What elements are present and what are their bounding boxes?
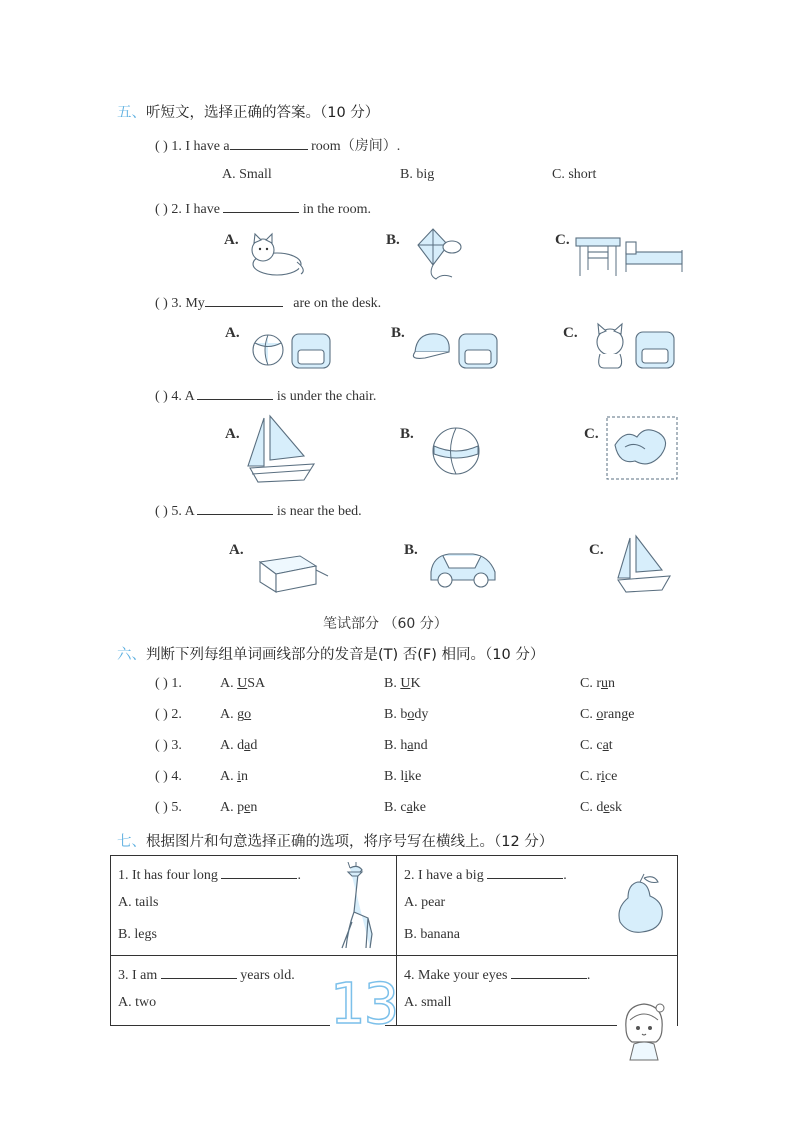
question-text: are on the desk.	[293, 296, 382, 311]
question-number: 2.	[171, 707, 182, 722]
option-text: A. d	[220, 738, 245, 753]
answer-paren[interactable]: ( )	[155, 800, 168, 815]
girl-mascot-image	[620, 998, 670, 1062]
map-image	[605, 415, 679, 481]
option-b: B. banana	[404, 927, 460, 942]
option-text: n	[250, 800, 258, 815]
option-c	[580, 676, 615, 692]
option-text: SA	[247, 676, 266, 691]
option-text: B.	[384, 676, 401, 691]
question-text: I have a	[185, 139, 230, 154]
answer-paren[interactable]: ( )	[155, 504, 168, 519]
underlined-letter: o	[244, 707, 252, 722]
option-a-label: A.	[225, 426, 240, 442]
option-a-label: A.	[225, 325, 240, 341]
answer-paren[interactable]: ( )	[155, 296, 168, 311]
option-text: C. c	[580, 738, 603, 753]
answer-paren[interactable]: ( )	[155, 389, 168, 404]
option-a	[220, 800, 257, 816]
option-text: C. r	[580, 769, 601, 784]
option-text: B. h	[384, 738, 408, 753]
box-image	[256, 548, 330, 594]
s5-q2	[155, 198, 371, 218]
option-c	[580, 800, 622, 816]
question-text: My	[185, 296, 205, 311]
answer-paren[interactable]: ( )	[155, 707, 168, 722]
option-b-label: B.	[404, 542, 418, 558]
option-text: range	[603, 707, 635, 722]
page-number: 13	[330, 972, 398, 1037]
answer-blank[interactable]	[197, 385, 273, 400]
option-text: B. l	[384, 769, 405, 784]
table-border	[385, 1025, 617, 1026]
option-text: dy	[414, 707, 429, 722]
car-image	[427, 544, 499, 590]
cat-and-schoolbag-image	[590, 322, 680, 372]
option-b	[384, 800, 426, 816]
s5-q5	[155, 500, 362, 520]
question-number: 5.	[171, 800, 182, 815]
option-text: A. p	[220, 800, 245, 815]
question-number: 1.	[171, 676, 182, 691]
question-number: 5.	[171, 504, 182, 519]
answer-blank[interactable]	[511, 964, 587, 979]
section-5-heading: 听短文，选择正确的答案。（10 分）	[146, 105, 380, 121]
option-text: n	[608, 676, 615, 691]
option-c-label: C.	[589, 542, 604, 558]
section-7-heading: 根据图片和句意选择正确的选项，将序号写在横线上。（12 分）	[146, 834, 554, 850]
question-prefix	[155, 707, 182, 723]
underlined-letter: a	[244, 738, 251, 753]
underlined-letter: u	[601, 676, 608, 691]
option-c-label: C.	[584, 426, 599, 442]
question-prefix	[155, 738, 182, 754]
option-b	[384, 676, 421, 692]
option-b-label: B.	[400, 426, 414, 442]
option-a-label: A.	[229, 542, 244, 558]
table-border	[110, 955, 111, 1026]
question-text: 1. It has four long	[118, 868, 218, 883]
question-text: room（房间）.	[311, 139, 401, 154]
ball-and-schoolbag-image	[250, 326, 334, 370]
answer-blank[interactable]	[230, 135, 308, 150]
section-7-number: 七、	[117, 834, 146, 850]
section-5-title	[117, 101, 379, 122]
s5-q1	[155, 135, 400, 155]
giraffe-image	[332, 862, 382, 950]
section-6-heading: 判断下列每组单词画线部分的发音是(T) 否(F) 相同。（10 分）	[146, 647, 545, 663]
option-a	[220, 738, 257, 754]
option-text: ke	[412, 800, 426, 815]
answer-blank[interactable]	[487, 864, 563, 879]
option-text: A.	[220, 769, 238, 784]
option-b	[384, 707, 428, 723]
underlined-letter: i	[237, 769, 242, 784]
question-text: 4. Make your eyes	[404, 968, 508, 983]
question-text: A	[184, 504, 194, 519]
option-a: A. tails	[118, 895, 159, 910]
option-a: A. small	[404, 995, 452, 1010]
option-c	[580, 738, 613, 754]
question-text: is near the bed.	[276, 504, 362, 519]
desk-and-bed-image	[574, 232, 686, 278]
s7-q3	[118, 964, 295, 984]
option-b: B. big	[400, 167, 435, 182]
underlined-letter: o	[596, 707, 604, 722]
underlined-letter: a	[407, 738, 414, 753]
question-prefix	[155, 769, 182, 785]
answer-paren[interactable]: ( )	[155, 738, 168, 753]
answer-paren[interactable]: ( )	[155, 676, 168, 691]
s5-q4	[155, 385, 376, 405]
s5-q3	[155, 292, 381, 312]
cat-image	[247, 232, 309, 278]
option-text: n	[241, 769, 249, 784]
answer-blank[interactable]	[223, 198, 299, 213]
option-a	[220, 769, 248, 785]
option-c-label: C.	[563, 325, 578, 341]
underlined-letter: i	[601, 769, 605, 784]
option-c: C. short	[552, 167, 597, 182]
option-text: d	[250, 738, 258, 753]
question-number: 2.	[171, 202, 182, 217]
option-text: ce	[604, 769, 618, 784]
section-6-title	[117, 643, 544, 664]
answer-blank[interactable]	[197, 500, 273, 515]
option-b	[384, 738, 428, 754]
option-text: A.	[220, 676, 238, 691]
boat-image	[614, 534, 674, 596]
option-text: C. r	[580, 676, 601, 691]
option-text: B. c	[384, 800, 407, 815]
question-prefix	[155, 800, 182, 816]
section-6-number: 六、	[117, 647, 146, 663]
question-number: 4.	[171, 769, 182, 784]
kite-image	[408, 225, 466, 281]
question-prefix	[155, 676, 182, 692]
option-text: C. d	[580, 800, 604, 815]
question-text: A	[184, 389, 194, 404]
table-border	[677, 955, 678, 1026]
option-b-label: B.	[391, 325, 405, 341]
underlined-letter: a	[406, 800, 413, 815]
underlined-letter: i	[404, 769, 409, 784]
underlined-letter: e	[603, 800, 610, 815]
option-text: t	[608, 738, 613, 753]
option-text: ke	[408, 769, 422, 784]
question-number: 3.	[171, 738, 182, 753]
answer-paren[interactable]: ( )	[155, 139, 168, 154]
question-text: 2. I have a big	[404, 868, 484, 883]
section-5-number: 五、	[117, 105, 146, 121]
option-a: A. pear	[404, 895, 446, 910]
s7-q2: 2. I have a big .	[404, 864, 567, 884]
option-text: C.	[580, 707, 597, 722]
option-text: K	[410, 676, 421, 691]
s7-q4: 4. Make your eyes .	[404, 964, 590, 984]
s7-q1: 1. It has four long .	[118, 864, 301, 884]
question-number: 1.	[171, 139, 182, 154]
option-text: B. b	[384, 707, 408, 722]
table-border	[110, 1025, 330, 1026]
option-a	[220, 676, 265, 692]
pear-image	[612, 872, 668, 936]
section-7-title	[117, 830, 553, 851]
underlined-letter: U	[237, 676, 248, 691]
underlined-letter: o	[407, 707, 415, 722]
option-c	[580, 707, 634, 723]
question-text: 3. I am	[118, 968, 158, 983]
option-text: nd	[413, 738, 428, 753]
option-c	[580, 769, 617, 785]
question-text: is under the chair.	[276, 389, 377, 404]
option-b: B. legs	[118, 927, 157, 942]
answer-blank[interactable]	[161, 964, 237, 979]
underlined-letter: U	[400, 676, 411, 691]
option-b-label: B.	[386, 232, 400, 248]
answer-blank[interactable]	[205, 292, 283, 307]
option-text: A. g	[220, 707, 245, 722]
option-b	[384, 769, 421, 785]
answer-blank[interactable]	[221, 864, 297, 879]
cap-and-schoolbag-image	[411, 326, 503, 370]
option-text: sk	[609, 800, 623, 815]
option-a-label: A.	[224, 232, 239, 248]
question-text: I have	[185, 202, 220, 217]
option-a: A. two	[118, 995, 157, 1010]
ball-image	[431, 426, 481, 476]
question-number: 3.	[171, 296, 182, 311]
boat-image	[244, 414, 318, 486]
question-text: years old.	[240, 968, 295, 983]
option-a	[220, 707, 251, 723]
option-c-label: C.	[555, 232, 570, 248]
question-text: in the room.	[302, 202, 371, 217]
answer-paren[interactable]: ( )	[155, 769, 168, 784]
underlined-letter: e	[244, 800, 251, 815]
option-a: A. Small	[222, 167, 272, 182]
question-number: 4.	[171, 389, 182, 404]
answer-paren[interactable]: ( )	[155, 202, 168, 217]
underlined-letter: a	[602, 738, 609, 753]
written-part-title: 笔试部分 （60 分）	[323, 616, 448, 632]
